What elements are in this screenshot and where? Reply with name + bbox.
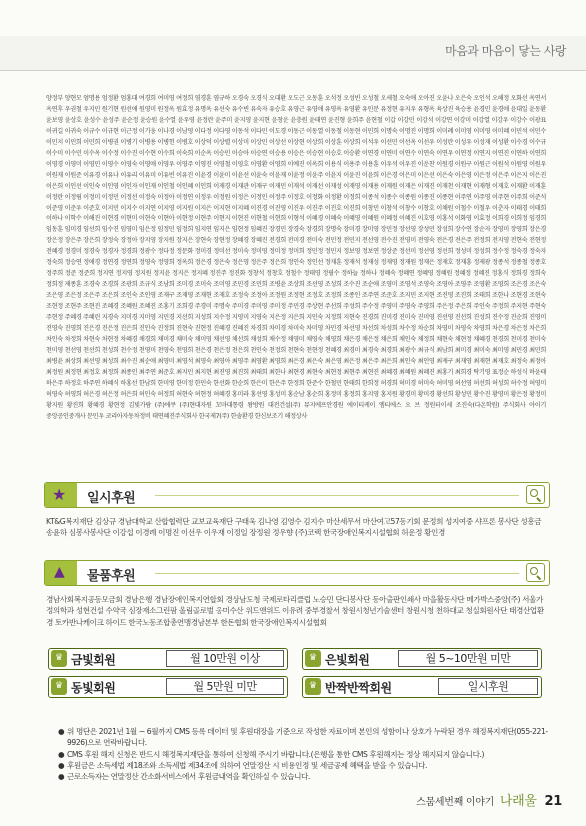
grade-condition: 월 5만원 미만 bbox=[166, 678, 284, 695]
grade-condition: 월 5~10만원 미만 bbox=[398, 650, 538, 667]
goods-section-header bbox=[44, 560, 550, 586]
donor-name-list bbox=[46, 94, 546, 446]
page-footer bbox=[416, 790, 562, 809]
occasional-section-header bbox=[44, 482, 550, 508]
occasional-donor-list: KT&G복지재단 김상규 경남대학교 산합협력단 교보교육재단 구태욱 김나영 김영수 김지수 마산세무서 마산여고57동기회 문정희 성지여중 샤프론 봉사단 성흥금 송윤하 심봉사봉사단 이강섭 이경례 이명진 이선우 이우재 이정일 장정원 정우향 (주)코렉 한국장애인복지시설협회 허운정 황인경 bbox=[46, 517, 542, 538]
crown-icon: ♛ bbox=[51, 650, 67, 667]
crown-icon: ♛ bbox=[51, 678, 67, 695]
note-item: ● 근로소득자는 연말정산 간소화서비스에서 후원금내역을 확인하실 수 있습니다. bbox=[58, 772, 310, 782]
grade-bronze bbox=[48, 676, 288, 698]
organization-donors: 김빛가람 (주)에쿠 (주)현대자원 꼬마대통령 왕방원 대전건설(주) 뮤지에프안경원 에이티케이 엠티에스 오 브 정원터이세 조진숙(다온학원) 주식회사 아이기 중앙공인중개사 문민우 코리아자동차정비 태연혜진주식회사 한국제7(주) 한솔환경 한신보조기 해정상사 bbox=[46, 401, 546, 420]
header-divider bbox=[0, 70, 586, 71]
grade-sparkle bbox=[302, 676, 542, 698]
magazine-title: 스뭄세번째 이야기 bbox=[416, 797, 494, 808]
grade-label: 동빛회원 bbox=[71, 681, 116, 695]
notes-list bbox=[58, 726, 548, 782]
section-divider bbox=[155, 573, 519, 574]
bag-icon: ▲ bbox=[54, 564, 65, 580]
note-item: ● CMS 후원 해지 신청은 반드시 해정복지재단을 통하여 신청해 주시기 바랍니다.(은행을 통한 CMS 후원해지는 정상 해지되지 않습니다.) bbox=[58, 749, 485, 759]
individual-donors: 양정부 양현모 엄명용 엄정환 엄홍대 여경희 여미영 여정희 염경훈 염규하 오경숙 오경식 오대환 오도근 오동훈 오석정 오성빈 오성철 오세철 오숙애 오아진 오윤나 오은숙 오인석 오해정 오화선 옥연서 옥연후 우권철 우지민 원기현 원선애 원영미 원정옥 원효정 유명옥 유선숙 유수빈 유숙자 유승호 유영근 유영애 유영옥 유영환 유인분 유정현 유지우 유형옥 육상진 육승용 윤경민 윤경애 윤대일 윤동환 윤보영 윤상호 윤성수 윤성주 윤순정 윤승원 윤수열 윤우영 윤정란 윤주미 윤지영 윤지현 윤창운 윤충원 윤태연 윤진형 윤희주 윤현철 이갑 이강민 이강석 이강연 이강미 이강열 이강우 이강수 이광표 이귀길 이귀숙 이규수 이규현 이근정 이기웅 이나경 이남영 이다정 이다영 이동석 이다민 이도경 이동근 이동열 이동철 이동현 이민희 이명숙 이명진 이명희 이미례 이미영 이미영 이미혜 이민석 이민수 이민지 이민희 이민희 이병권 이병기 이병용 이병헌 이병호 이상덕 이상렬 이상미 이상민 이상선 이상현 이상희 이상훈 이상희 이석우 이선민 이선옥 이선우 이성란 이성우 이성재 이성환 이수경 이수규 이수미 이수민 이수옥 이수정 이수진 이수현 이수희 이숙희 이순옥 이승민 이승아 이승연 이승용 이승은 이승현 이승호 이승환 이연경 이연미 이연수 이연숙 이연우 이연정 이연지 이연진 이연하 이연희 이영경 이영미 이영민 이영수 이영숙 이영애 이영우 이영주 이영진 이영철 이영호 이영환 이영희 이예진 이옥희 이용식 이용주 이용훈 이우석 이우진 이운찬 이원경 이원구 이원근 이원석 이원영 이원우 이원재 이원준 이유경 이유나 이유리 이유미 이유빈 이유진 이윤경 이윤미 이윤선 이윤숙 이윤재 이윤정 이윤주 이윤지 이윤진 이윤희 이은경 이은미 이은선 이은숙 이은영 이은정 이은주 이은지 이은진 이은희 이인선 이인숙 이인영 이인자 이인재 이인철 이인혜 이인희 이재경 이재관 이재구 이재민 이재석 이재선 이재성 이재영 이재용 이재원 이재은 이재진 이재천 이재현 이재형 이재호 이재환 이재훈 이정란 이정림 이정미 이정민 이정선 이정숙 이정아 이정연 이정우 이정원 이정은 이정인 이정주 이정호 이정화 이정환 이정희 이종석 이종수 이종원 이종진 이종현 이주연 이주영 이주현 이주희 이준석 이준영 이준우 이준호 이지민 이지수 이지연 이지영 이지원 이지은 이지현 이지혜 이진경 이진영 이진우 이진주 이진호 이진희 이창민 이창석 이창수 이창호 이채원 이철수 이철우 이춘자 이태경 이태희 이하나 이학수 이해진 이현경 이현미 이현숙 이현아 이현정 이현주 이현지 이현진 이현철 이현희 이형석 이혜경 이혜숙 이혜영 이혜원 이혜정 이혜진 이호영 이홍석 이화영 이효정 이희경 이희정 임경희 임동훈 임미경 임선희 임수진 임영미 임은정 임정민 임정희 임지연 임지은 임현정 임혜진 장경민 장경숙 장경희 장명숙 장미경 장미영 장민정 장선영 장성민 장성희 장수연 장순자 장영미 장영희 장은경 장은정 장은주 장은희 장정숙 장정아 장지영 장지원 장지은 장현숙 장현정 장혜경 장혜진 전경희 전미경 전미숙 전민정 전민지 전선영 전수진 전영미 전영숙 전은경 전은주 전정희 전지영 전현숙 전현정 전혜경 정경미 정경숙 정경자 정경희 정광수 정다정 정문화 정미경 정미선 정미숙 정미영 정미정 정미희 정민정 정민지 정보영 정보연 정상준 정선미 정선영 정선희 정성미 정성희 정수정 정숙경 정숙자 정숙희 정승연 정애경 정연경 정연희 정영숙 정영희 정옥희 정은경 정은숙 정은영 정은주 정은희 정인숙 정인선 정재훈 정재석 정재성 정재영 정재원 정재은 정재호 정재흥 정제광 정종석 정종철 정종호 정주희 정준 정준희 정지연 정지영 정지원 정지윤 정지은 정지혜 정진주 정진화 정창석 정창호 정철수 정태영 정필수 정하늘 정하나 정혜숙 정혜연 정혜영 정혜원 정혜정 정혜진 정홍식 정희경 정희숙 정희정 제종훈 조경숙 조경희 조광희 조규식 조남희 조미경 조미숙 조미영 조민경 조민희 조병윤 조상희 조선영 조성희 조수진 조순애 조영미 조영석 조영숙 조영아 조영주 조영환 조영희 조은경 조은숙 조은영 조은정 조은주 조은희 조인숙 조인영 조재구 조재영 조재현 조재호 조정숙 조정아 조정원 조정현 조정호 조정희 조종인 조주연 조준호 조지민 조지현 조진영 조진희 조태희 조한나 조현경 조현숙 조현정 조현주 조현진 조혜경 조혜원 조혜진 조홍기 조희경 주경미 주명숙 주미경 주미영 주미정 주민경 주상현 주선희 주성희 주수정 주영미 주영숙 주영희 주은정 주은희 주인숙 주정희 주지현 주현숙 주현정 주혜경 주혜린 지경숙 지미경 지미영 지민경 지선희 지성희 지수정 지영미 지영숙 지은정 지은희 지인숙 지정희 지현숙 진경희 진미경 진미숙 진미영 진선영 진선희 진성희 진수정 진순희 진영미 진영숙 진영희 진은경 진은정 진은희 진인숙 진정희 진현숙 진현정 진혜경 진혜진 차경희 차미경 차미숙 차미영 차민경 차선영 차선희 차성희 차수정 차순희 차영미 차영숙 차영희 차은경 차은정 차은희 차인숙 차정희 차현숙 차현정 차혜경 채경희 채미경 채미숙 채미영 채선영 채선희 채성희 채수정 채영미 채영숙 채영희 채은경 채은정 채은희 채인숙 채정희 채현숙 채현정 채혜경 천경희 천미경 천미숙 천미영 천선영 천선희 천성희 천수정 천영미 천영숙 천영희 천은경 천은정 천은희 천인숙 천정희 천현숙 천현정 천혜경 최경미 최경숙 최경희 최광수 최규식 최남희 최미경 최미숙 최미영 최민경 최민희 최병윤 최상희 최선영 최성희 최수진 최순애 최영미 최영석 최영숙 최영아 최영주 최영환 최영희 최은경 최은숙 최은영 최은정 최은주 최은희 최인숙 최인영 최재구 최재영 최재현 최재호 최정숙 최정아 최정원 최정현 최정호 최정희 최종인 최주연 최준호 최지민 최지현 최진영 최진희 최태희 최한나 최현경 최현숙 최현정 최현주 최현진 최혜경 최혜원 최혜진 최홍기 최희경 탁기영 표정순 하성식 하윤태 하은주 하정호 하주연 하혜식 하홍선 한남희 한미영 한미정 한민숙 한선화 한순희 한은미 한은주 한정희 한준수 한철민 한태희 한희정 허경희 허미경 허미숙 허미영 허선영 허선희 허성희 허수정 허영미 허영숙 허영희 허은경 허은정 허은희 허인숙 허정희 허현숙 허현정 허혜경 홍미라 홍선영 홍성미 홍순남 홍순희 홍정미 홍정희 홍지영 홍지원 황경미 황미경 황선희 황성민 황수진 황영미 황은정 황정미 황지원 황진희 황혜경 황현정 bbox=[46, 95, 546, 409]
goods-donor-list: 경남사회복지공동모금회 경남은행 경남장애인복지연합회 경상남도청 국제로타리클럽 노승민 단디봉사단 동아출판인쇄사 마을활동사단 메가박스중앙(주) 서울가정의학과 성현건설 수약국 심장재소그린팜 올림골로벌 옹미수산 위드앤위드 이유려 중부경찰서 창원시청년기술센터 창원시청 천하대교 청실회원사단 태경산업환경 토카반나케이크 하이드 한국노동조합총연맹경남본부 한돈협회 한국장애인복지시설협회 bbox=[46, 595, 544, 627]
note-item: ● 위 명단은 2021년 1월 ~ 6월까지 CMS 등록 데이터 및 후원대장을 기준으로 작성한 자료이며 본인의 성함이나 상호가 누락된 경우 해정복지재단(055-221-9926)으로 연락바랍니다. bbox=[58, 727, 548, 748]
crown-icon: ♛ bbox=[305, 678, 321, 695]
grade-condition: 일시후원 bbox=[438, 678, 538, 695]
section-divider bbox=[155, 495, 519, 496]
grade-silver bbox=[302, 648, 542, 670]
grade-label: 금빛회원 bbox=[71, 653, 116, 667]
grade-label: 반짝반짝회원 bbox=[325, 681, 392, 695]
section-title: 물품후원 bbox=[87, 569, 136, 584]
grade-label: 은빛회원 bbox=[325, 653, 370, 667]
search-icon bbox=[526, 563, 545, 582]
section-title: 일시후원 bbox=[87, 491, 136, 506]
grade-condition: 월 10만원 이상 bbox=[166, 650, 284, 667]
star-icon: ★ bbox=[52, 485, 67, 504]
grade-gold bbox=[48, 648, 288, 670]
magazine-brand: 나래울 bbox=[499, 794, 537, 809]
crown-icon: ♛ bbox=[305, 650, 321, 667]
note-item: ● 후원금은 소득세법 제18조와 소득세법 제34조에 의하여 연말정산 시 비용인정 및 세금공제 혜택을 받을 수 있습니다. bbox=[58, 760, 428, 770]
search-icon bbox=[526, 485, 545, 504]
page-header-title: 마음과 마음이 닿는 사랑 bbox=[445, 44, 566, 58]
page-number: 21 bbox=[544, 794, 562, 809]
